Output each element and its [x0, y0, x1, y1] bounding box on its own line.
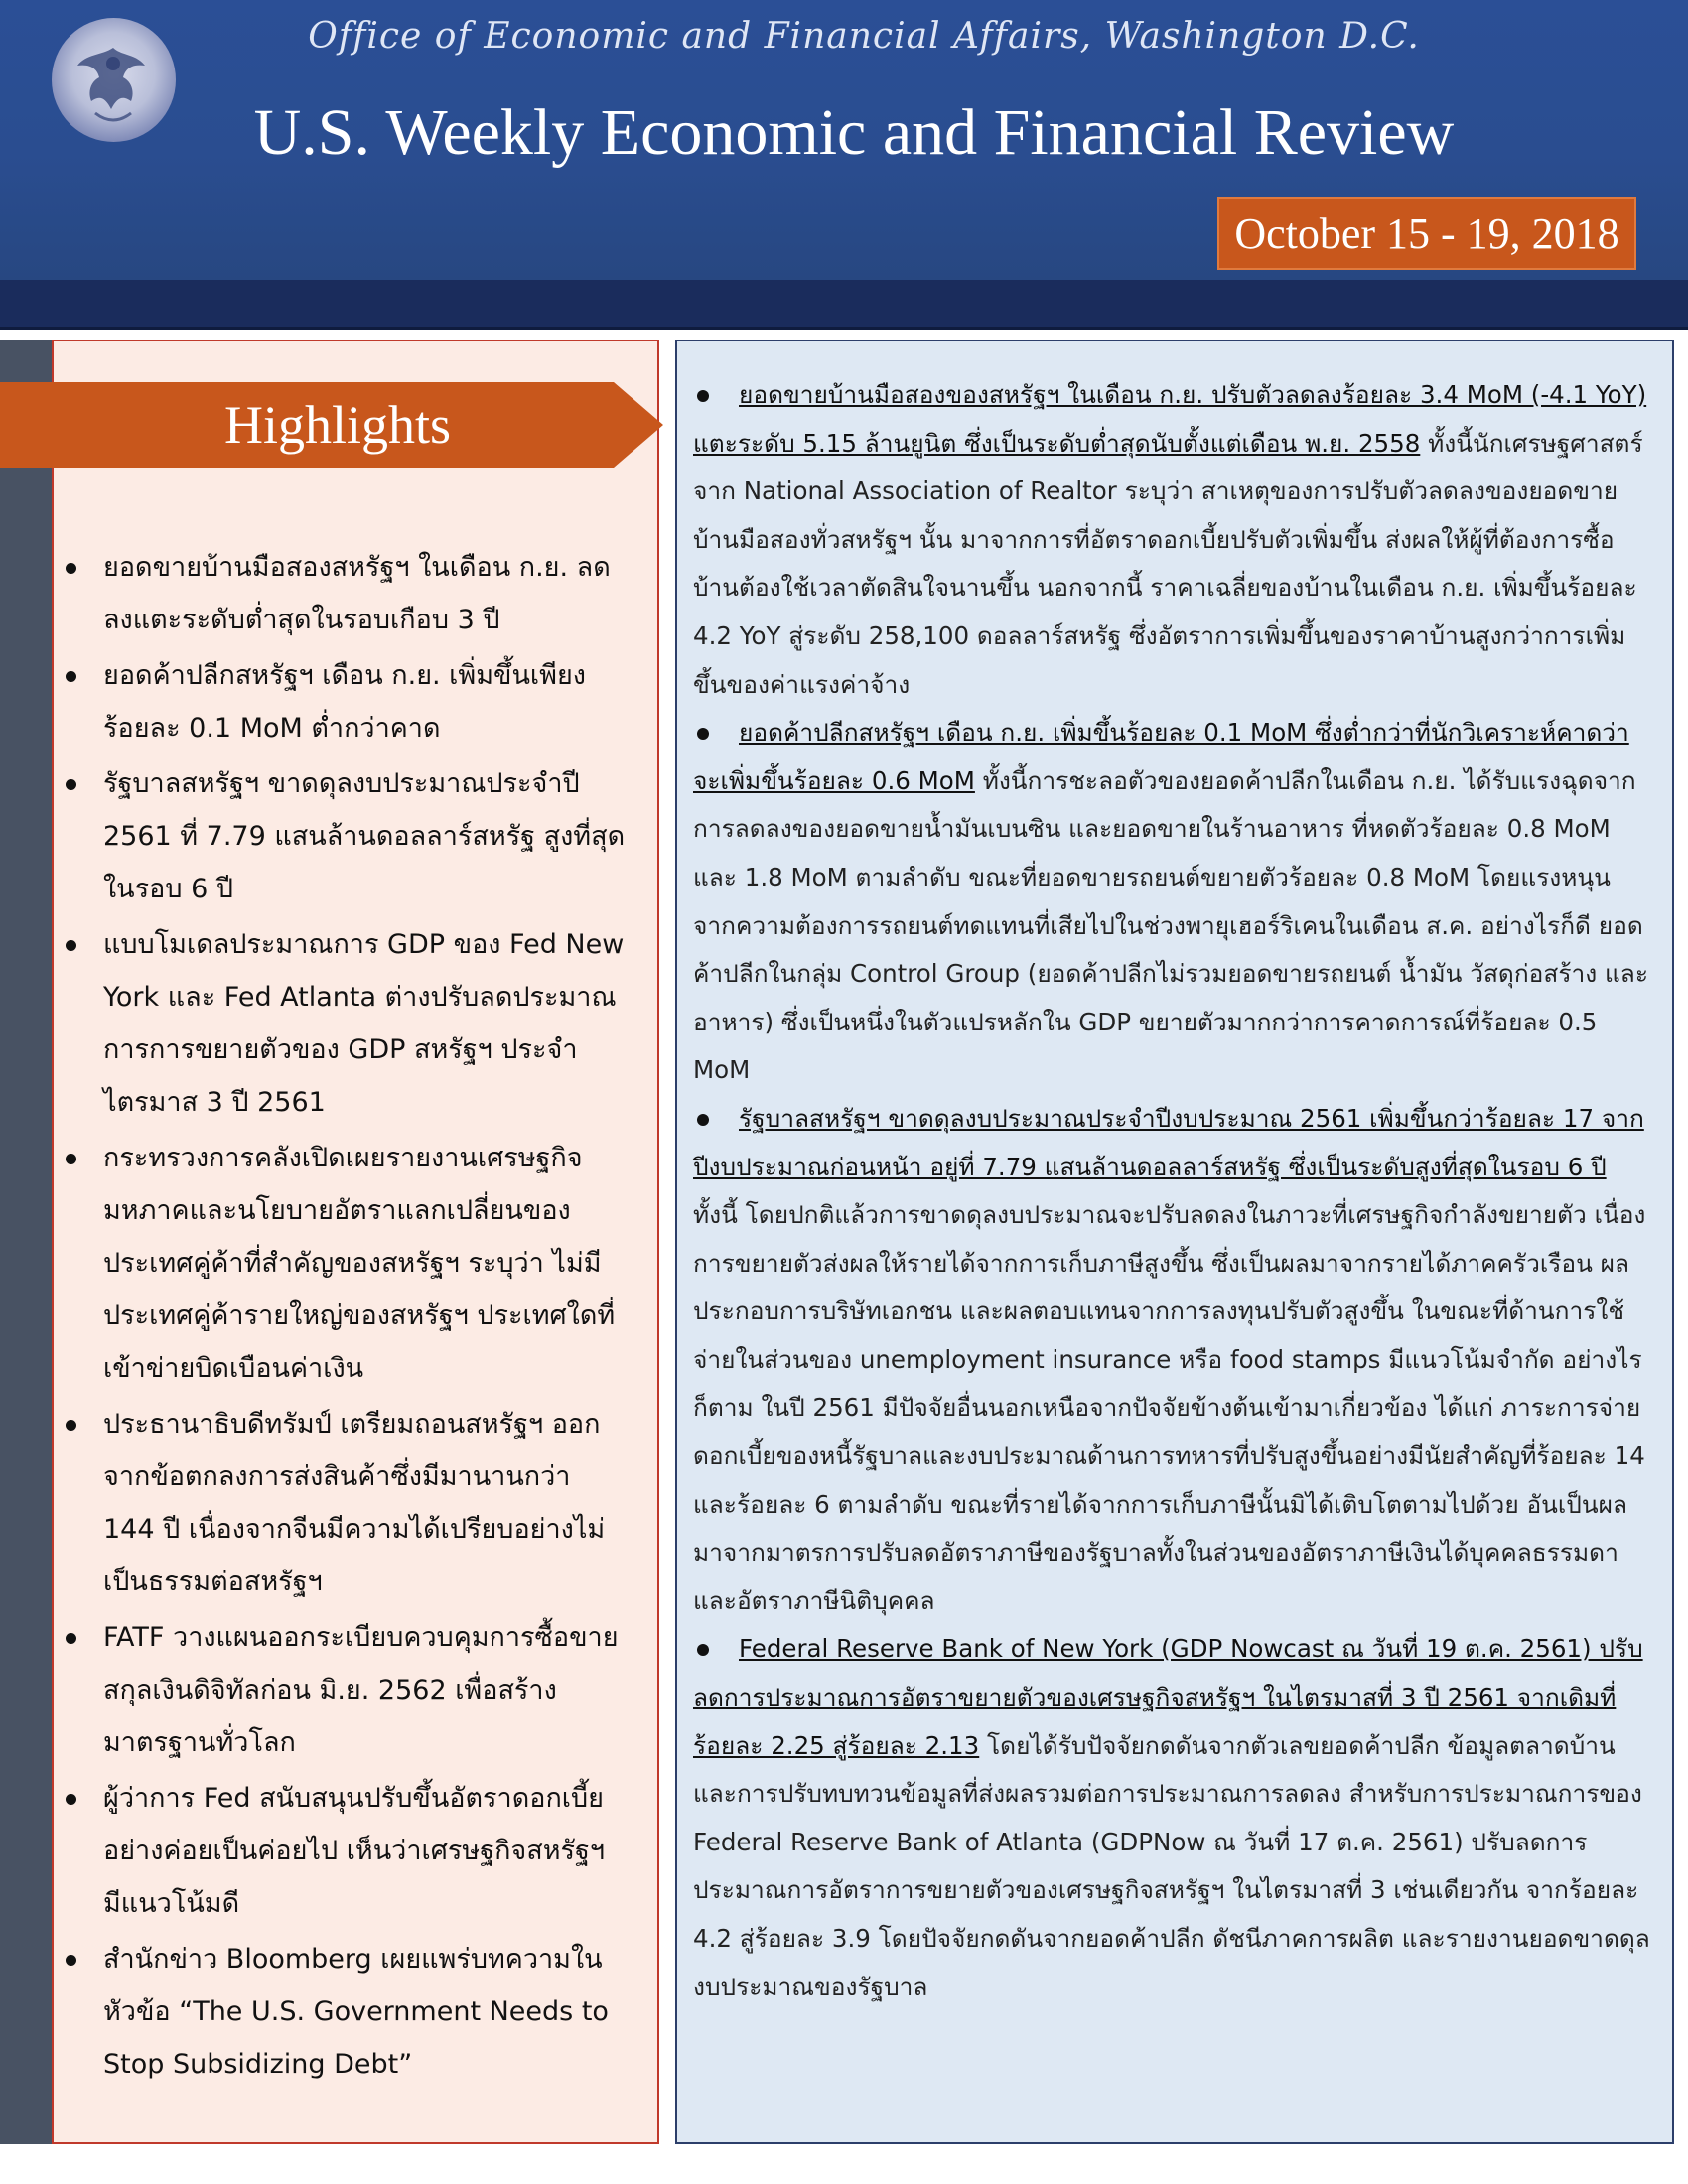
highlight-text: FATF วางแผนออกระเบียบควบคุมการซื้อขายสกุลเงินดิจิทัลก่อน มิ.ย. 2562 เพื่อสร้างมาตรฐานทั่วโลก	[103, 1622, 619, 1758]
list-item	[62, 649, 628, 754]
article-lead: ยอดขายบ้านมือสองของสหรัฐฯ ในเดือน ก.ย. ปรับตัวลดลงร้อยละ 3.4 MoM (-4.1 YoY) แตะระดับ 5.15 ล้านยูนิต ซึ่งเป็นระดับต่ำสุดนับตั้งแต่เดือน พ.ย. 2558	[693, 380, 1647, 458]
highlight-text: สำนักข่าว Bloomberg เผยแพร่บทความในหัวข้อ “The U.S. Government Needs to Stop Subsidizing Debt”	[103, 1944, 609, 2080]
article-paragraph	[693, 1625, 1652, 2011]
highlight-text: รัฐบาลสหรัฐฯ ขาดดุลงบประมาณประจำปี 2561 ที่ 7.79 แสนล้านดอลลาร์สหรัฐ สูงที่สุดในรอบ 6 ปี	[103, 768, 626, 904]
highlight-text: กระทรวงการคลังเปิดเผยรายงานเศรษฐกิจมหภาคและนโยบายอัตราแลกเปลี่ยนของประเทศคู่ค้าที่สำคัญของสหรัฐฯ ระบุว่า ไม่มีประเทศคู่ค้ารายใหญ่ของสหรัฐฯ ประเทศใดที่เข้าข่ายบิดเบือนค่าเงิน	[103, 1143, 616, 1384]
bullet-icon	[693, 709, 739, 757]
list-item	[62, 757, 628, 915]
list-item	[62, 1933, 628, 2091]
bullet-icon	[693, 1095, 739, 1144]
bullet-icon	[66, 1154, 76, 1164]
article-lead: Federal Reserve Bank of New York (GDP Nowcast ณ วันที่ 19 ต.ค. 2561) ปรับลดการประมาณการอัตราขยายตัวของเศรษฐกิจสหรัฐฯ ในไตรมาสที่ 3 ปี 2561 จากเดิมที่ร้อยละ 2.25 สู่ร้อยละ 2.13	[693, 1634, 1643, 1760]
article-body: โดยได้รับปัจจัยกดดันจากตัวเลขยอดค้าปลีก ข้อมูลตลาดบ้าน และการปรับทบทวนข้อมูลที่ส่งผลรวมต่อการประมาณการลดลง สำหรับการประมาณการของ Federal Reserve Bank of Atlanta (GDPNow ณ วันที่ 17 ต.ค. 2561) ปรับลดการประมาณการอัตราการขยายตัวของเศรษฐกิจสหรัฐฯ ในไตรมาสที่ 3 เช่นเดียวกัน จากร้อยละ 4.2 สู่ร้อยละ 3.9 โดยปัจจัยกดดันจากยอดค้าปลีก ดัชนีภาคการผลิต และรายงานยอดขาดดุลงบประมาณของรัฐบาล	[693, 1730, 1650, 2001]
list-item	[62, 1398, 628, 1608]
list-item	[62, 1132, 628, 1395]
list-item	[62, 1611, 628, 1769]
page-title: U.S. Weekly Economic and Financial Review	[253, 96, 1455, 169]
highlight-text: ยอดขายบ้านมือสองสหรัฐฯ ในเดือน ก.ย. ลดลงแตะระดับต่ำสุดในรอบเกือบ 3 ปี	[103, 552, 611, 635]
article-paragraph	[693, 1095, 1652, 1626]
left-strip	[0, 340, 52, 2144]
articles-content	[693, 371, 1652, 2011]
date-badge: October 15 - 19, 2018	[1217, 197, 1636, 270]
article-paragraph	[693, 709, 1652, 1095]
article-lead: รัฐบาลสหรัฐฯ ขาดดุลงบประมาณประจำปีงบประมาณ 2561 เพิ่มขึ้นกว่าร้อยละ 17 จากปีงบประมาณก่อนหน้า อยู่ที่ 7.79 แสนล้านดอลลาร์สหรัฐ ซึ่งเป็นระดับสูงที่สุดในรอบ 6 ปี	[693, 1103, 1644, 1181]
bullet-icon	[66, 779, 76, 790]
highlight-text: แบบโมเดลประมาณการ GDP ของ Fed New York และ Fed Atlanta ต่างปรับลดประมาณการการขยายตัวของ GDP สหรัฐฯ ประจำไตรมาส 3 ปี 2561	[103, 929, 625, 1118]
office-name: Office of Economic and Financial Affairs, Washington D.C.	[308, 16, 1420, 57]
header-band	[0, 280, 1688, 330]
article-body: ทั้งนี้นักเศรษฐศาสตร์จาก National Association of Realtor ระบุว่า สาเหตุของการปรับตัวลดลงของยอดขายบ้านมือสองทั่วสหรัฐฯ นั้น มาจากการที่อัตราดอกเบี้ยปรับตัวเพิ่มขึ้น ส่งผลให้ผู้ที่ต้องการซื้อบ้านต้องใช้เวลาตัดสินใจนานขึ้น นอกจากนี้ ราคาเฉลี่ยของบ้านในเดือน ก.ย. เพิ่มขึ้นร้อยละ 4.2 YoY สู่ระดับ 258,100 ดอลลาร์สหรัฐ ซึ่งอัตราการเพิ่มขึ้นของราคาบ้านสูงกว่าการเพิ่มขึ้นของค่าแรงค่าจ้าง	[693, 428, 1643, 699]
article-body: ทั้งนี้ โดยปกติแล้วการขาดดุลงบประมาณจะปรับลดลงในภาวะที่เศรษฐกิจกำลังขยายตัว เนื่องการขยายตัวส่งผลให้รายได้จากการเก็บภาษีสูงขึ้น ซึ่งเป็นผลมาจากรายได้ภาคครัวเรือน ผลประกอบการบริษัทเอกชน และผลตอบแทนจากการลงทุนปรับตัวสูงขึ้น ในขณะที่ด้านการใช้จ่ายในส่วนของ unemployment insurance หรือ food stamps มีแนวโน้มจำกัด อย่างไรก็ตาม ในปี 2561 มีปัจจัยอื่นนอกเหนือจากปัจจัยข้างต้นเข้ามาเกี่ยวข้อง ได้แก่ ภาระการจ่ายดอกเบี้ยของหนี้รัฐบาลและงบประมาณด้านการทหารที่ปรับสูงขึ้นอย่างมีนัยสำคัญที่ร้อยละ 14 และร้อยละ 6 ตามลำดับ ขณะที่รายได้จากการเก็บภาษีนั้นมิได้เติบโตตามไปด้วย อันเป็นผลมาจากมาตรการปรับลดอัตราภาษีของรัฐบาลทั้งในส่วนของอัตราภาษีเงินได้บุคคลธรรมดา และอัตราภาษีนิติบุคคล	[693, 1200, 1646, 1615]
highlight-text: ประธานาธิบดีทรัมป์ เตรียมถอนสหรัฐฯ ออกจากข้อตกลงการส่งสินค้าซึ่งมีมานานกว่า 144 ปี เนื่องจากจีนมีความได้เปรียบอย่างไม่เป็นธรรมต่อสหรัฐฯ	[103, 1409, 606, 1597]
bullet-icon	[66, 1794, 76, 1805]
bullet-icon	[66, 1633, 76, 1644]
list-item	[62, 541, 628, 646]
highlights-heading: Highlights	[223, 395, 452, 455]
bullet-icon	[66, 671, 76, 682]
highlights-list	[62, 541, 628, 2094]
bullet-icon	[66, 1955, 76, 1966]
article-body: ทั้งนี้การชะลอตัวของยอดค้าปลีกในเดือน ก.ย. ได้รับแรงฉุดจากการลดลงของยอดขายน้ำมันเบนซิน และยอดขายในร้านอาหาร ที่หดตัวร้อยละ 0.8 MoM และ 1.8 MoM ตามลำดับ ขณะที่ยอดขายรถยนต์ขยายตัวร้อยละ 0.8 MoM โดยแรงหนุนจากความต้องการรถยนต์ทดแทนที่เสียไปในช่วงพายุเฮอร์ริเคนในเดือน ส.ค. อย่างไรก็ดี ยอดค้าปลีกในกลุ่ม Control Group (ยอดค้าปลีกไม่รวมยอดขายรถยนต์ น้ำมัน วัสดุก่อสร้าง และอาหาร) ซึ่งเป็นหนึ่งในตัวแปรหลักใน GDP ขยายตัวมากกว่าการคาดการณ์ที่ร้อยละ 0.5 MoM	[693, 765, 1648, 1085]
article-lead: ยอดค้าปลีกสหรัฐฯ เดือน ก.ย. เพิ่มขึ้นร้อยละ 0.1 MoM ซึ่งต่ำกว่าที่นักวิเคราะห์คาดว่าจะเพิ่มขึ้นร้อยละ 0.6 MoM	[693, 718, 1629, 795]
bullet-icon	[693, 1625, 739, 1674]
highlight-text: ยอดค้าปลีกสหรัฐฯ เดือน ก.ย. เพิ่มขึ้นเพียงร้อยละ 0.1 MoM ต่ำกว่าคาด	[103, 660, 586, 744]
list-item	[62, 918, 628, 1129]
article-paragraph	[693, 371, 1652, 709]
bullet-icon	[66, 563, 76, 574]
highlight-text: ผู้ว่าการ Fed สนับสนุนปรับขึ้นอัตราดอกเบี้ยอย่างค่อยเป็นค่อยไป เห็นว่าเศรษฐกิจสหรัฐฯ มีแนวโน้มดี	[103, 1783, 606, 1919]
list-item	[62, 1772, 628, 1930]
bullet-icon	[66, 1420, 76, 1431]
bullet-icon	[693, 371, 739, 420]
bullet-icon	[66, 940, 76, 951]
